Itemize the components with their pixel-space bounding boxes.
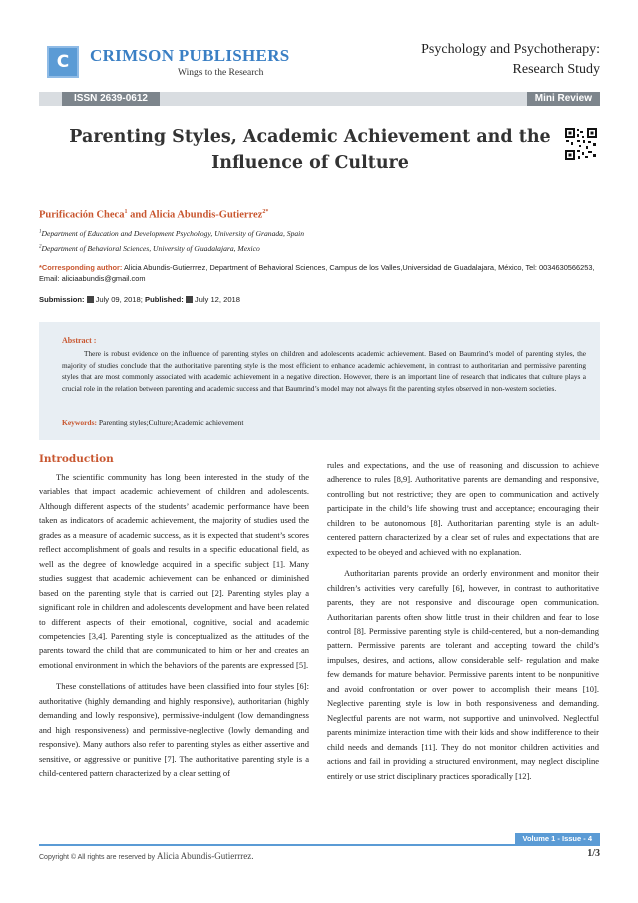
calendar-icon — [186, 296, 193, 303]
section-heading-introduction: Introduction — [39, 453, 114, 465]
published-date: July 12, 2018 — [194, 295, 241, 304]
submission-date: July 09, 2018; — [95, 295, 143, 304]
issn-badge: ISSN 2639-0612 — [62, 92, 160, 106]
paragraph: The scientific community has long been interested in the study of the variables that impact academic achievement of children and adolescents. Although different aspects of the students’ academic performance have been taken as indicators of academic achievement, the majority of studies used the grades as a measure of academic success, as it is expected that student’s scores reflect accomplishment of goals and results in a specific educational field, as well as the degree of knowledge acquired in a specific subject [1]. Many studies suggest that academic achievement can be enhanced or diminished based on the parenting style that is carried out [2]. Parenting styles play a significant role in children and adolescents development and have been related to different aspects of their emotional, cognitive, social and academic competencies [3,4]. Parenting style is conceptualized as the attitudes of the parents toward the child that are communicated to him or her and creates an emotional environment in which the behaviors of the parents are expressed [5]. — [39, 472, 309, 670]
copyright-text: Copyright © All rights are reserved by — [39, 854, 157, 861]
author-list — [39, 209, 268, 221]
journal-title — [421, 40, 600, 80]
right-column — [327, 458, 599, 790]
left-column — [39, 470, 309, 788]
footer-rule — [39, 844, 600, 846]
author-conjunction: and — [127, 209, 150, 221]
calendar-icon — [87, 296, 94, 303]
paragraph: rules and expectations, and the use of reasoning and discussion to achieve adherence to rules [8,9]. Authoritative parents are demanding and responsive, controlling but not restrictive; they are open to communication and actively participate in the child’s life showing trust and acceptance; encouraging their children to be autonomous [8]. Authoritarian parenting style is an adult-centered pattern characterized by a clear set of rules and expectations that are expected to be obeyed and achieved with no explanation. — [327, 460, 599, 557]
corresponding-author — [39, 262, 599, 284]
corresponding-label: *Corresponding author: — [39, 263, 123, 272]
publisher-name: CRIMSON PUBLISHERS — [90, 46, 290, 65]
affiliation-2-text: Department of Behavioral Sciences, University of Guadalajara, Mexico — [41, 244, 260, 253]
author-1-sup: 1 — [124, 209, 128, 215]
abstract-heading: Abstract : — [62, 336, 97, 345]
article-type-badge: Mini Review — [527, 92, 600, 106]
paragraph: These constellations of attitudes have been classified into four styles [6]: authoritative (highly demanding and highly responsive), authoritarian (highly demanding and lowly responsive), permissive-indulgent (low demandingness and high responsiveness) and permissive-neglective (lowly demanding and responsive). Many authors also refer to parenting styles as either assertive and sensitive, or aggressive or punitive [7]. The authoritative parenting style is a child-centered pattern characterized by a clear setting of — [39, 681, 309, 779]
volume-badge: Volume 1 - Issue - 4 — [515, 833, 600, 844]
affiliation-2-sup: 2 — [39, 244, 42, 250]
journal-title-line2: Research Study — [512, 62, 600, 77]
article-dates — [39, 295, 240, 304]
corresponding-text: Alicia Abundis-Gutierrrez, Department of Behavioral Sciences, Campus de los Valles,Universidad de Guadalajara, México, Tel: 0034630566253, Email: aliciaabundis@gmail.com — [39, 263, 595, 283]
affiliation-2 — [39, 244, 260, 253]
author-2-sup: 2* — [262, 209, 269, 215]
publisher-tagline: Wings to the Research — [178, 68, 264, 78]
author-2[interactable]: Alicia Abundis-Gutierrez — [149, 209, 263, 221]
qr-code-icon[interactable] — [565, 128, 597, 160]
affiliation-1-sup: 1 — [39, 229, 42, 235]
copyright-holder: Alicia Abundis-Gutierrrez. — [157, 851, 254, 861]
affiliation-1 — [39, 229, 304, 238]
paragraph: Authoritarian parents provide an orderly environment and monitor their children’s activities very carefully [6], however, in contrast to authoritative parents, they are not responsive and discourage open communication. Authoritarian parents often show little trust in their children and fear to lose control [8]. Permissive parenting style is child-centered, but a non-demanding pattern. Permissive parents are tolerant and accepting toward the child’s impulses, desires, and actions, allow considerable self- regulation and make few demands for mature behavior. Permissive parents intent to be nonpunitive and avoid confrontation or over power to accomplish their means [10]. Neglective parenting style is low in both responsiveness and demanding. Neglectful parents are not warm, not supportive and uninvolved. Neglectful parents minimize interaction time with their kids and show indifference to their child needs and demands [11]. They do not monitor children activities and actions and fail in providing a structured environment, may neglect discipline entirely or use strict disciplinary practices sporadically [12]. — [327, 568, 599, 781]
page-number: 1/3 — [587, 848, 600, 859]
copyright — [39, 851, 253, 861]
keywords-label: Keywords: — [62, 418, 97, 427]
journal-title-line1: Psychology and Psychotherapy: — [421, 42, 600, 57]
published-label: Published: — [145, 295, 184, 304]
affiliation-1-text: Department of Education and Development Psychology, University of Granada, Spain — [41, 229, 305, 238]
article-title: Parenting Styles, Academic Achievement and the Influence of Culture — [69, 127, 551, 173]
keywords — [62, 418, 243, 427]
keywords-text: Parenting styles;Culture;Academic achievement — [98, 418, 244, 427]
author-1[interactable]: Purificación Checa — [39, 209, 125, 221]
abstract-text: There is robust evidence on the influence of parenting styles on children and adolescents academic achievement. Based on Baumrind’s model of parenting styles, the majority of studies conclude that the authoritative parenting style is the most efficient to enhance academic achievement, in contrast to authoritarian and permissive parenting styles that are most commonly associated with academic achievement in a negative direction. However, there is an important line of research that indicates that culture plays a crucial role in the relation between parenting and academic success and that Baumrind’s model may not always fit the parenting styles observed in non-western societies. — [62, 349, 586, 393]
submission-label: Submission: — [39, 295, 85, 304]
publisher-logo: C — [47, 46, 79, 78]
